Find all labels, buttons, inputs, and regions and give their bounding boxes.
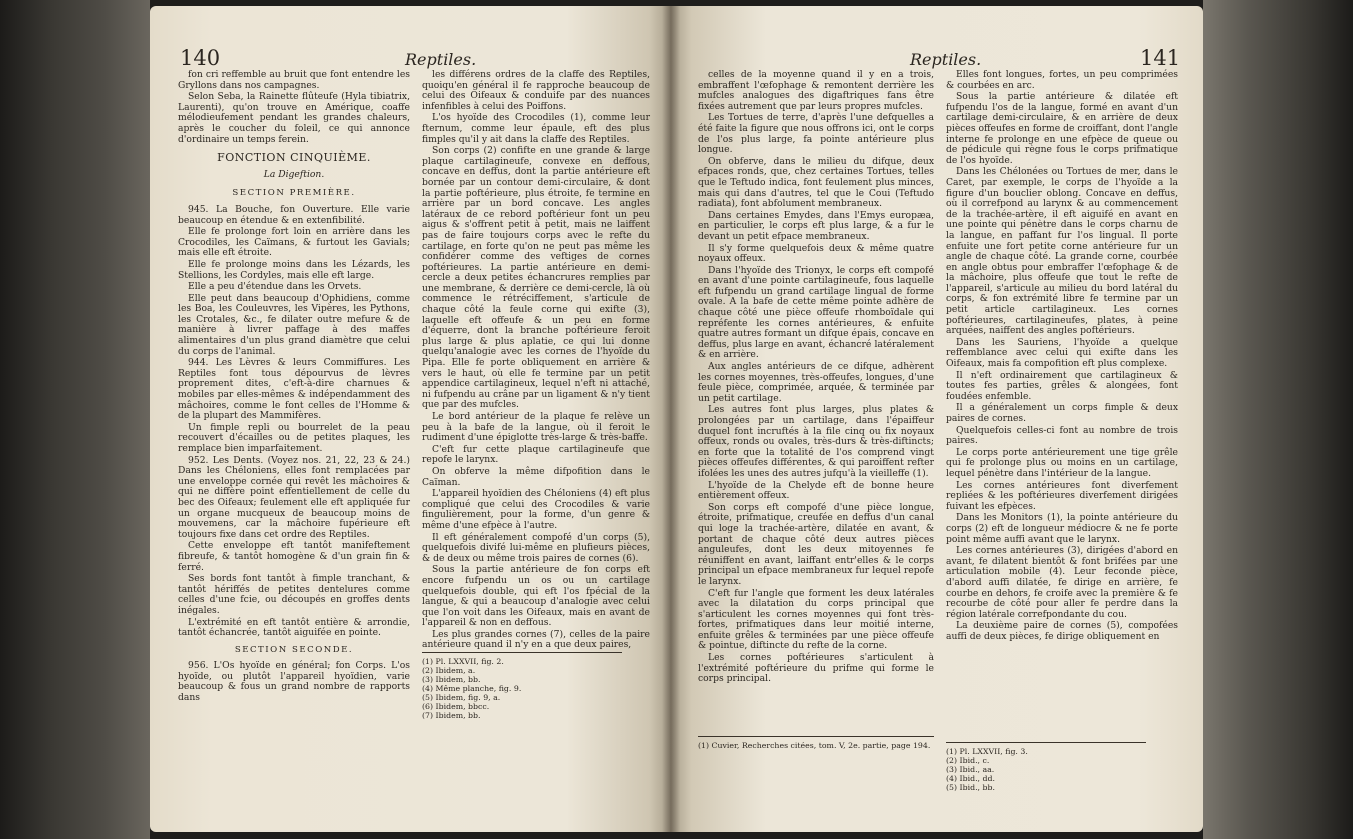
footnote: (7) Ibidem, bb. [422,711,481,720]
paragraph: Elle peut dans beaucoup d'Ophidiens, comme les Boa, les Couleuvres, les Vipères, les Pythons, les Crotales, &c., fe dilater outre mefure & de manière à livrer paffage à des maffes alimentaires d'un plus grand diamètre que celui du corps de l'animal. [178,292,410,357]
paragraph: 945. La Bouche, fon Ouverture. Elle varie beaucoup en étendue & en extenfibilité. [178,203,410,226]
right-page-column-1 [698,70,934,686]
running-head: Reptiles. [910,50,982,69]
paragraph: Dans les Chélonées ou Tortues de mer, dans le Caret, par exemple, le corps de l'hyoïde a la figure d'un bouclier oblong. Concave en deffus, où il correfpond au larynx & au commencement de la trachée-artère, il eft aiguifé en avant en une pointe qui pénètre dans le corps charnu de la langue, en paffant fur l'os lingual. Il porte enfuite une fort petite corne antérieure fur un angle de chaque côté. La grande corne, courbée en angle obtus pour embraffer l'œfophage & de la mâchoire, plus offeufe que tout le refte de l'appareil, s'articule au milieu du bord latéral du corps, & fon extrémité libre fe termine par un petit article cartilagineux. Les cornes poftérieures, cartilagineufes, plates, à peine arquées, naiffent des angles poftérieurs. [946,166,1178,337]
paragraph: celles de la moyenne quand il y en a trois, embraffent l'œfophage & remontent derrière les mufcles analogues des digaftriques fans être fixées autrement que par leurs propres mufcles. [698,69,934,112]
paragraph: Dans certaines Emydes, dans l'Emys europæa, en particulier, le corps eft plus large, & a fur le devant un petit efpace membraneux. [698,209,934,242]
running-head: Reptiles. [405,50,477,69]
paragraph: Les Tortues de terre, d'après l'une defquelles a été faite la figure que nous offrons ici, ont le corps de l'os plus large, fa pointe antérieure plus longue. [698,112,934,156]
paragraph: Il n'eft ordinairement que cartilagineux & toutes fes parties, grêles & alongées, font foudées enfemble. [946,369,1178,402]
footnotes [422,646,622,720]
paragraph: fon cri reffemble au bruit que font entendre les Gryllons dans nos campagnes. [178,69,410,91]
section-heading: SECTION SECONDE. [234,644,354,655]
right-page-edges [1203,0,1353,839]
paragraph: Sous la partie antérieure & dilatée eft fufpendu l'os de la langue, formé en avant d'un cartilage demi-circulaire, & en arrière de deux pièces offeufes en forme de croiffant, dont l'angle interne fe prolonge en une efpèce de queue ou de pédicule qui règne fous le corps prifmatique de l'os hyoïde. [946,91,1178,166]
paragraph: Aux angles antérieurs de ce difque, adhèrent les cornes moyennes, très-offeufes, longues, d'une feule pièce, comprimée, arquée, & terminée par un petit cartilage. [698,361,934,404]
paragraph: Sous la partie antérieure de fon corps eft encore fufpendu un os ou un cartilage quelquefois double, qui eft l'os fpécial de la langue, & qui a beaucoup d'analogie avec celui que l'on voit dans les Oifeaux, mais en avant de l'appareil & non en deffous. [422,564,650,629]
left-page-edges [0,0,150,839]
paragraph: Il eft généralement compofé d'un corps (5), quelquefois divifé lui-même en plufieurs pièces, & de deux ou même trois paires de cornes (6). [422,531,650,564]
paragraph: L'hyoïde de la Chelyde eft de bonne heure entièrement offeux. [698,479,934,502]
section-heading: SECTION PREMIÈRE. [232,188,356,199]
paragraph: Il s'y forme quelquefois deux & même quatre noyaux offeux. [698,242,934,265]
book-gutter [662,6,680,832]
paragraph: Les autres font plus larges, plus plates & prolongées par un cartilage, dans l'épaiffeur duquel font incruftés à la file cinq ou fix noyaux offeux, ronds ou ovales, très-durs & très-diftincts; en forte que la totalité de l'os comprend vingt pièces offeufes différentes, & qui paroiffent refter ifolées les unes des autres jufqu'à la vieilleffe (1). [698,404,934,479]
paragraph: 956. L'Os hyoïde en général; fon Corps. L'os hyoïde, ou plutôt l'appareil hyoïdien, varie beaucoup & fous un grand nombre de rapports dans [178,660,410,704]
paragraph: Les cornes poftérieures s'articulent à l'extrémité poftérieure du prifme qui forme le corps principal. [698,652,934,685]
paragraph: les différens ordres de la claffe des Reptiles, quoiqu'en général il fe rapproche beaucoup de celui des Oifeaux & conduife par des nuances infenfibles à celui des Poiffons. [422,69,650,112]
paragraph: Cette enveloppe eft tantôt manifeftement fibreufe, & tantôt homogène & d'un grain fin & ferré. [178,540,410,573]
paragraph: C'eft fur l'angle que forment les deux latérales avec la dilatation du corps principal que s'articulent les cornes moyennes qui font très-fortes, prifmatiques dans leur moitié interne, enfuite grêles & terminées par une pièce offeufe & pointue, diftincte du refte de la corne. [698,587,934,652]
footnote-rule [698,736,934,737]
paragraph: Les cornes antérieures font diverfement repliées & les poftérieures diverfement dirigées fuivant les efpèces. [946,479,1178,512]
paragraph: Son corps eft compofé d'une pièce longue, étroite, prifmatique, creufée en deffus d'un canal qui loge la trachée-artère, dilatée en avant, & portant de chaque côté deux autres pièces anguleufes, dont les deux mitoyennes fe réuniffent en avant, laiffant entr'elles & le corps principal un efpace membraneux fur lequel repofe le larynx. [698,501,934,587]
footnote-rule [946,742,1146,743]
footnote: (1) Pl. LXXVII, fig. 3. [946,747,1028,756]
footnote: (4) Ibid., dd. [946,774,995,783]
left-page-column-1 [178,70,410,705]
paragraph: Ses bords font tantôt à fimple tranchant, & tantôt hériffés de petites dentelures comme celles d'une fcie, ou découpés en groffes dents inégales. [178,573,410,616]
paragraph: Selon Seba, la Rainette flûteufe (Hyla tibiatrix, Laurenti), qu'on trouve en Amérique, coaffe mélodieufement pendant les grandes chaleurs, après le coucher du foleil, ce qui annonce d'ordinaire un temps ferein. [178,91,410,145]
footnote: (3) Ibid., aa. [946,765,995,774]
footnote: (5) Ibidem, fig. 9, a. [422,693,501,702]
paragraph: Elle fe prolonge fort loin en arrière dans les Crocodiles, les Caïmans, & furtout les Gavials; mais elle eft étroite. [178,226,410,259]
paragraph: Quelquefois celles-ci font au nombre de trois paires. [946,424,1178,447]
paragraph: Un fimple repli ou bourrelet de la peau recouvert d'écailles ou de petites plaques, les remplace bien imparfaitement. [178,421,410,454]
footnote: (4) Même planche, fig. 9. [422,684,522,693]
paragraph: Le bord antérieur de la plaque fe relève un peu à la bafe de la langue, où il feroit le rudiment d'une épiglotte très-large & très-baffe. [422,411,650,444]
paragraph: Dans l'hyoïde des Trionyx, le corps eft compofé en avant d'une pointe cartilagineufe, fous laquelle eft fufpendu un grand cartilage lingual de forme ovale. A la bafe de cette même pointe adhère de chaque côté une pièce offeufe rhomboïdale qui repréfente les cornes antérieures, & enfuite quatre autres formant un difque épais, concave en deffus, plus large en avant, échancré latéralement & en arrière. [698,264,934,361]
footnotes [698,730,934,750]
paragraph: On obferve, dans le milieu du difque, deux efpaces ronds, que, chez certaines Tortues, telles que le Teftudo indica, font feulement plus minces, mais qui dans d'autres, tel que le Coui (Teftudo radiata), font abfolument membraneux. [698,155,934,210]
right-page [670,6,1203,832]
paragraph: La deuxième paire de cornes (5), compofées auffi de deux pièces, fe dirige obliquement en [946,620,1178,642]
paragraph: Les cornes antérieures (3), dirigées d'abord en avant, fe dilatent bientôt & font brifées par une articulation mobile (4). Leur feconde pièce, d'abord auffi dilatée, fe dirige en arrière, fe courbe en dehors, fe croife avec la première & fe recourbe de côté pour aller fe perdre dans la région latérale correfpondante du cou. [946,545,1178,620]
footnote: (6) Ibidem, bbcc. [422,702,490,711]
paragraph: C'eft fur cette plaque cartilagineufe que repofe le larynx. [422,443,650,466]
page-number: 141 [1140,46,1181,70]
chapter-title: FONCTION CINQUIÈME. [217,151,371,165]
paragraph: Son corps (2) confifte en une grande & large plaque cartilagineufe, convexe en deffous, concave en deffus, dont la partie antérieure eft bornée par un contour demi-circulaire, & dont la partie poftérieure, plus étroite, fe termine en arrière par un bord concave. Les angles latéraux de ce rebord poftérieur font un peu aigus & s'offrent petit à petit, mais ne laiffent pas de faire toujours corps avec le refte du cartilage, en forte qu'on ne peut pas même les confidérer comme des veftiges de cornes poftérieures. La partie antérieure en demi-cercle a deux petites échancrures remplies par une membrane, & derrière ce demi-cercle, là où commence le rétréciffement, s'articule de chaque côté la feule corne qui exifte (3), laquelle eft offeufe & un peu en forme d'équerre, dont la branche poftérieure feroit plus large & plus aplatie, ce qui lui donne quelqu'analogie avec les cornes de l'hyoïde du Pipa. Elle fe porte obliquement en arrière & vers le haut, où elle fe termine par un petit appendice cartilagineux, lequel n'eft ni attaché, ni fufpendu au crâne par un ligament & n'y tient que par des mufcles. [422,145,650,411]
footnote: (1) Pl. LXXVII, fig. 2. [422,657,504,666]
paragraph: Elles font longues, fortes, un peu comprimées & courbées en arc. [946,69,1178,91]
paragraph: Les plus grandes cornes (7), celles de la paire antérieure quand il n'y en a que deux paires, [422,628,650,651]
page-number: 140 [180,46,221,70]
paragraph: Il a généralement un corps fimple & deux paires de cornes. [946,402,1178,424]
right-page-column-2 [946,70,1178,643]
footnote-rule [422,652,622,653]
paragraph: 944. Les Lèvres & leurs Commiffures. Les Reptiles font tous dépourvus de lèvres proprement dites, c'eft-à-dire charnues & mobiles par elles-mêmes & indépendamment des mâchoires, comme le font celles de l'Homme & de la plupart des Mammifères. [178,357,410,422]
left-page-column-2 [422,70,650,652]
footnote: (3) Ibidem, bb. [422,675,481,684]
paragraph: L'appareil hyoïdien des Chéloniens (4) eft plus compliqué que celui des Crocodiles & varie fingulièrement, pour la forme, d'un genre & même d'une efpèce à l'autre. [422,488,650,531]
paragraph: On obferve la même difpofition dans le Caïman. [422,465,650,488]
footnote: (5) Ibid., bb. [946,783,995,792]
footnote: (1) Cuvier, Recherches citées, tom. V, 2e. partie, page 194. [698,741,931,750]
paragraph: 952. Les Dents. (Voyez nos. 21, 22, 23 & 24.) Dans les Chéloniens, elles font remplacées par une enveloppe cornée qui revêt les mâchoires & qui ne diffère point effentiellement de celle du bec des Oifeaux; feulement elle eft appliquée fur un organe mucqueux de beaucoup moins de mouvemens, car la mâchoire fupérieure eft toujours fixe dans cet ordre des Reptiles. [178,454,410,540]
paragraph: Elle a peu d'étendue dans les Orvets. [188,281,362,293]
footnote: (2) Ibidem, a. [422,666,476,675]
paragraph: Dans les Monitors (1), la pointe antérieure du corps (2) eft de longueur médiocre & ne fe porte point même auffi avant que le larynx. [946,512,1178,545]
paragraph: L'os hyoïde des Crocodiles (1), comme leur fternum, comme leur épaule, eft des plus fimples qu'il y ait dans la claffe des Reptiles. [422,112,650,145]
footnote: (2) Ibid., c. [946,756,990,765]
paragraph: Elle fe prolonge moins dans les Lézards, les Stellions, les Cordyles, mais elle eft large. [178,258,410,281]
paragraph: L'extrémité en eft tantôt entière & arrondie, tantôt échancrée, tantôt aiguifée en pointe. [178,616,410,639]
paragraph: Dans les Sauriens, l'hyoïde a quelque reffemblance avec celui qui exifte dans les Oifeaux, mais fa compofition eft plus complexe. [946,336,1178,370]
left-page [150,6,670,832]
chapter-subtitle: La Digeftion. [263,168,325,180]
paragraph: Le corps porte antérieurement une tige grêle qui fe prolonge plus ou moins en un cartilage, lequel pénètre dans l'intérieur de la langue. [946,446,1178,479]
footnotes [946,736,1146,792]
